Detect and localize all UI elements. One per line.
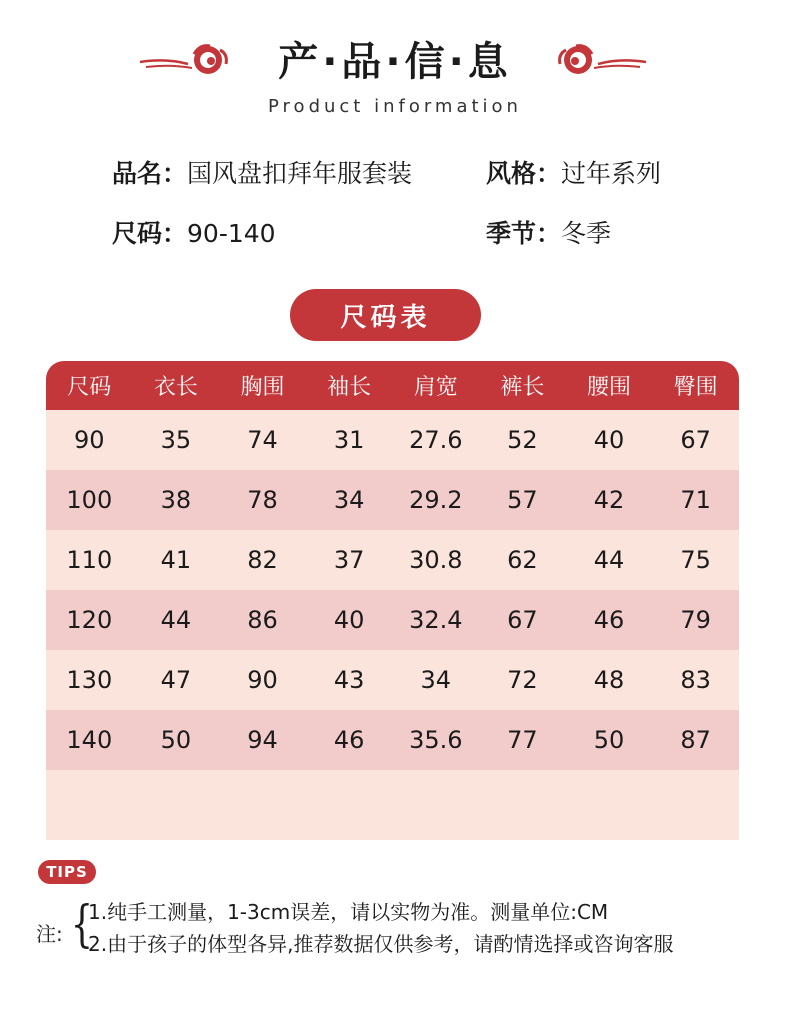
size-table: [46, 361, 739, 840]
table-row: [46, 410, 739, 470]
table-cell: 120: [66, 606, 113, 634]
table-cell: 50: [593, 726, 625, 754]
header-cell: 尺码: [67, 375, 112, 400]
note-label: 注:: [36, 922, 63, 946]
table-cell: 31: [333, 426, 365, 454]
table-cell: 30.8: [409, 546, 463, 574]
table-cell: 40: [333, 606, 365, 634]
table-cell: 72: [507, 666, 538, 694]
table-cell: 100: [66, 486, 113, 514]
table-cell: 110: [66, 546, 113, 574]
table-cell: 34: [333, 486, 365, 514]
table-cell: 38: [160, 486, 192, 514]
table-cell: 83: [680, 666, 711, 694]
table-row: [46, 590, 739, 650]
note-line-1: 1.纯手工测量，1-3cm误差，请以实物为准。测量单位:CM: [88, 900, 609, 924]
table-cell: 46: [593, 606, 625, 634]
product-style-label: 风格：: [486, 159, 562, 188]
table-cell: 75: [680, 546, 711, 574]
table-cell: 47: [160, 666, 192, 694]
table-cell: 140: [66, 726, 113, 754]
table-cell: 44: [160, 606, 192, 634]
table-cell: 50: [160, 726, 192, 754]
product-season-label: 季节：: [486, 219, 562, 248]
table-cell: 90: [247, 666, 278, 694]
product-name: [112, 154, 412, 190]
header-cell: 肩宽: [413, 375, 458, 400]
table-cell: 94: [247, 726, 278, 754]
product-size-label: 尺码：: [112, 219, 188, 248]
table-cell: 74: [247, 426, 278, 454]
product-size-value: 90-140: [187, 219, 276, 248]
header-cell: 裤长: [500, 375, 545, 400]
page-title: 产·品·信·息: [278, 39, 512, 85]
size-chart-title: 尺码表: [290, 289, 481, 341]
note-line-2: 2.由于孩子的体型各异,推荐数据仅供参考，请酌情选择或咨询客服: [88, 932, 674, 956]
table-cell: 67: [507, 606, 538, 634]
table-cell: 32.4: [409, 606, 463, 634]
table-cell: 35: [160, 426, 192, 454]
table-cell: 71: [680, 486, 711, 514]
table-cell: 86: [247, 606, 278, 634]
product-size: [112, 214, 276, 250]
table-cell: 44: [593, 546, 625, 574]
table-cell: 57: [507, 486, 538, 514]
table-cell: 42: [593, 486, 625, 514]
table-cell: 29.2: [409, 486, 463, 514]
table-cell: 48: [593, 666, 625, 694]
table-cell: 41: [160, 546, 192, 574]
table-cell: 67: [680, 426, 711, 454]
table-cell: 40: [593, 426, 625, 454]
header-cell: 臀围: [673, 375, 718, 400]
product-name-label: 品名：: [112, 159, 188, 188]
product-season-value: 冬季: [561, 219, 612, 248]
header-cell: 衣长: [153, 375, 198, 400]
table-cell: 90: [74, 426, 105, 454]
table-header: [46, 361, 739, 410]
product-name-value: 国风盘扣拜年服套装: [187, 159, 413, 188]
table-cell: 37: [333, 546, 365, 574]
header-cell: 袖长: [327, 375, 372, 400]
table-row: [46, 530, 739, 590]
table-cell: 82: [247, 546, 278, 574]
tips-badge: TIPS: [38, 860, 96, 884]
table-body: [46, 410, 739, 770]
auspicious-cloud-icon: [550, 40, 650, 80]
table-cell: 79: [680, 606, 711, 634]
table-cell: 35.6: [409, 726, 463, 754]
page-subtitle: Product information: [268, 96, 522, 117]
table-cell: 87: [680, 726, 711, 754]
product-season: [486, 214, 611, 250]
header-cell: 腰围: [587, 375, 632, 400]
table-row: [46, 710, 739, 770]
header: [0, 0, 790, 130]
table-cell: 34: [420, 666, 452, 694]
table-filler: [46, 770, 739, 840]
table-cell: 77: [507, 726, 538, 754]
product-style: [486, 154, 661, 190]
header-cell: 胸围: [240, 375, 285, 400]
table-cell: 46: [333, 726, 365, 754]
table-cell: 27.6: [409, 426, 463, 454]
table-row: [46, 650, 739, 710]
table-cell: 62: [507, 546, 538, 574]
table-cell: 130: [66, 666, 113, 694]
table-cell: 43: [333, 666, 365, 694]
table-cell: 78: [247, 486, 278, 514]
table-row: [46, 470, 739, 530]
brace-icon: {: [70, 895, 94, 953]
table-cell: 52: [507, 426, 538, 454]
product-style-value: 过年系列: [561, 159, 662, 188]
